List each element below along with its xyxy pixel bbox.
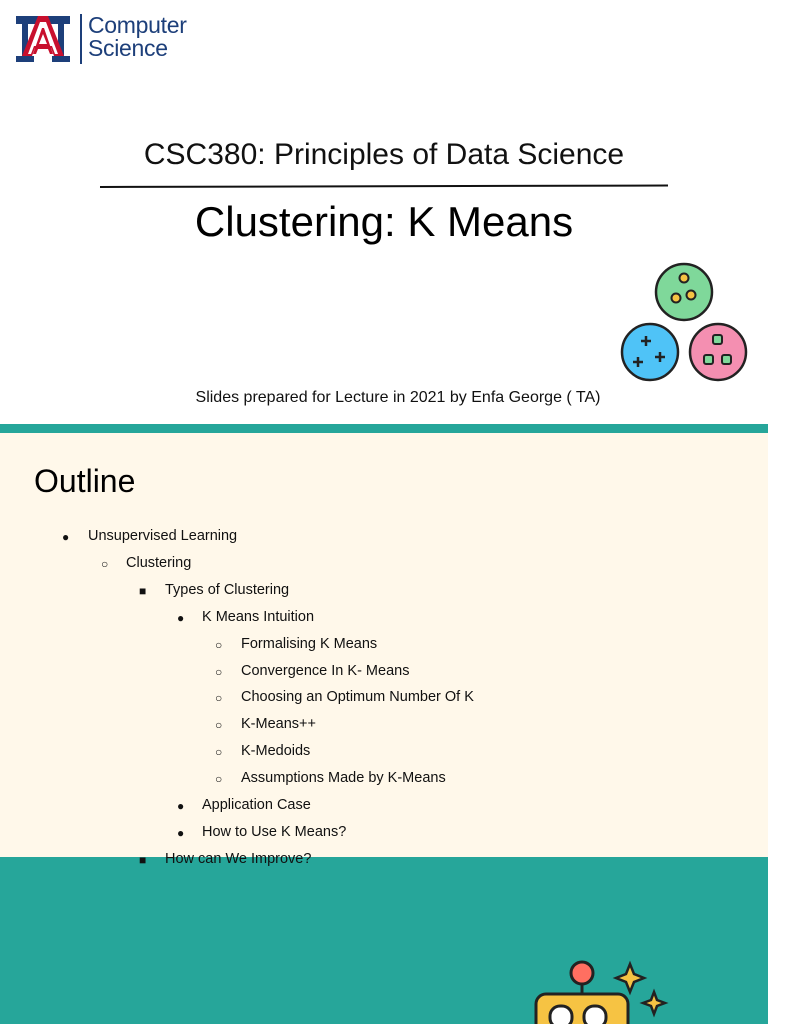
outline-bullet: ○ xyxy=(215,718,223,733)
university-logo xyxy=(14,12,204,68)
outline-bullet: ● xyxy=(177,825,185,840)
outline-item: Application Case xyxy=(202,797,311,813)
outline-item: Formalising K Means xyxy=(241,635,378,652)
outline-item: K-Medoids xyxy=(241,743,311,760)
outline-item: How can We Improve? xyxy=(165,850,312,867)
outline-bullet: ○ xyxy=(215,691,223,706)
outline-bullet: ○ xyxy=(215,745,223,760)
outline-item: Choosing an Optimum Number Of K xyxy=(241,689,474,706)
outline-bullet: ● xyxy=(177,610,185,625)
title-rule xyxy=(100,185,668,188)
outline-item: Unsupervised Learning xyxy=(88,528,238,544)
outline-bullet: ● xyxy=(62,530,70,544)
block-a-logo-icon xyxy=(14,12,72,64)
outline-bullet: ■ xyxy=(139,583,147,598)
outline-bullet: ● xyxy=(177,799,185,813)
outline-title: Outline xyxy=(34,463,136,499)
outline-item: K Means Intuition xyxy=(202,608,315,625)
outline-bullet: ○ xyxy=(215,637,223,652)
main-title: Clustering: K Means xyxy=(194,198,574,245)
outline-bullet: ○ xyxy=(215,664,223,679)
outline-slide xyxy=(0,424,768,1024)
credit-line: Slides prepared for Lecture in 2021 by Enfa George ( TA) xyxy=(195,389,601,406)
logo-divider xyxy=(80,14,82,64)
outline-item: Assumptions Made by K-Means xyxy=(241,770,446,787)
logo-line-2: Science xyxy=(88,35,168,61)
outline-item: Clustering xyxy=(126,554,192,571)
outline-bullet: ○ xyxy=(101,556,109,571)
outline-bullet: ○ xyxy=(215,772,223,787)
title-slide xyxy=(0,0,768,424)
outline-panel xyxy=(0,433,768,867)
logo-text xyxy=(88,14,187,60)
outline-item: K-Means++ xyxy=(241,716,316,733)
outline-item: Types of Clustering xyxy=(165,581,290,598)
course-title: CSC380: Principles of Data Science xyxy=(143,138,625,171)
outline-bullet: ■ xyxy=(139,852,147,867)
robot-icon xyxy=(500,954,670,1024)
outline-item: Convergence In K- Means xyxy=(241,662,410,679)
logo-line-1: Computer xyxy=(88,12,187,38)
clusters-illustration-icon xyxy=(616,260,750,384)
outline-item: How to Use K Means? xyxy=(202,823,347,840)
